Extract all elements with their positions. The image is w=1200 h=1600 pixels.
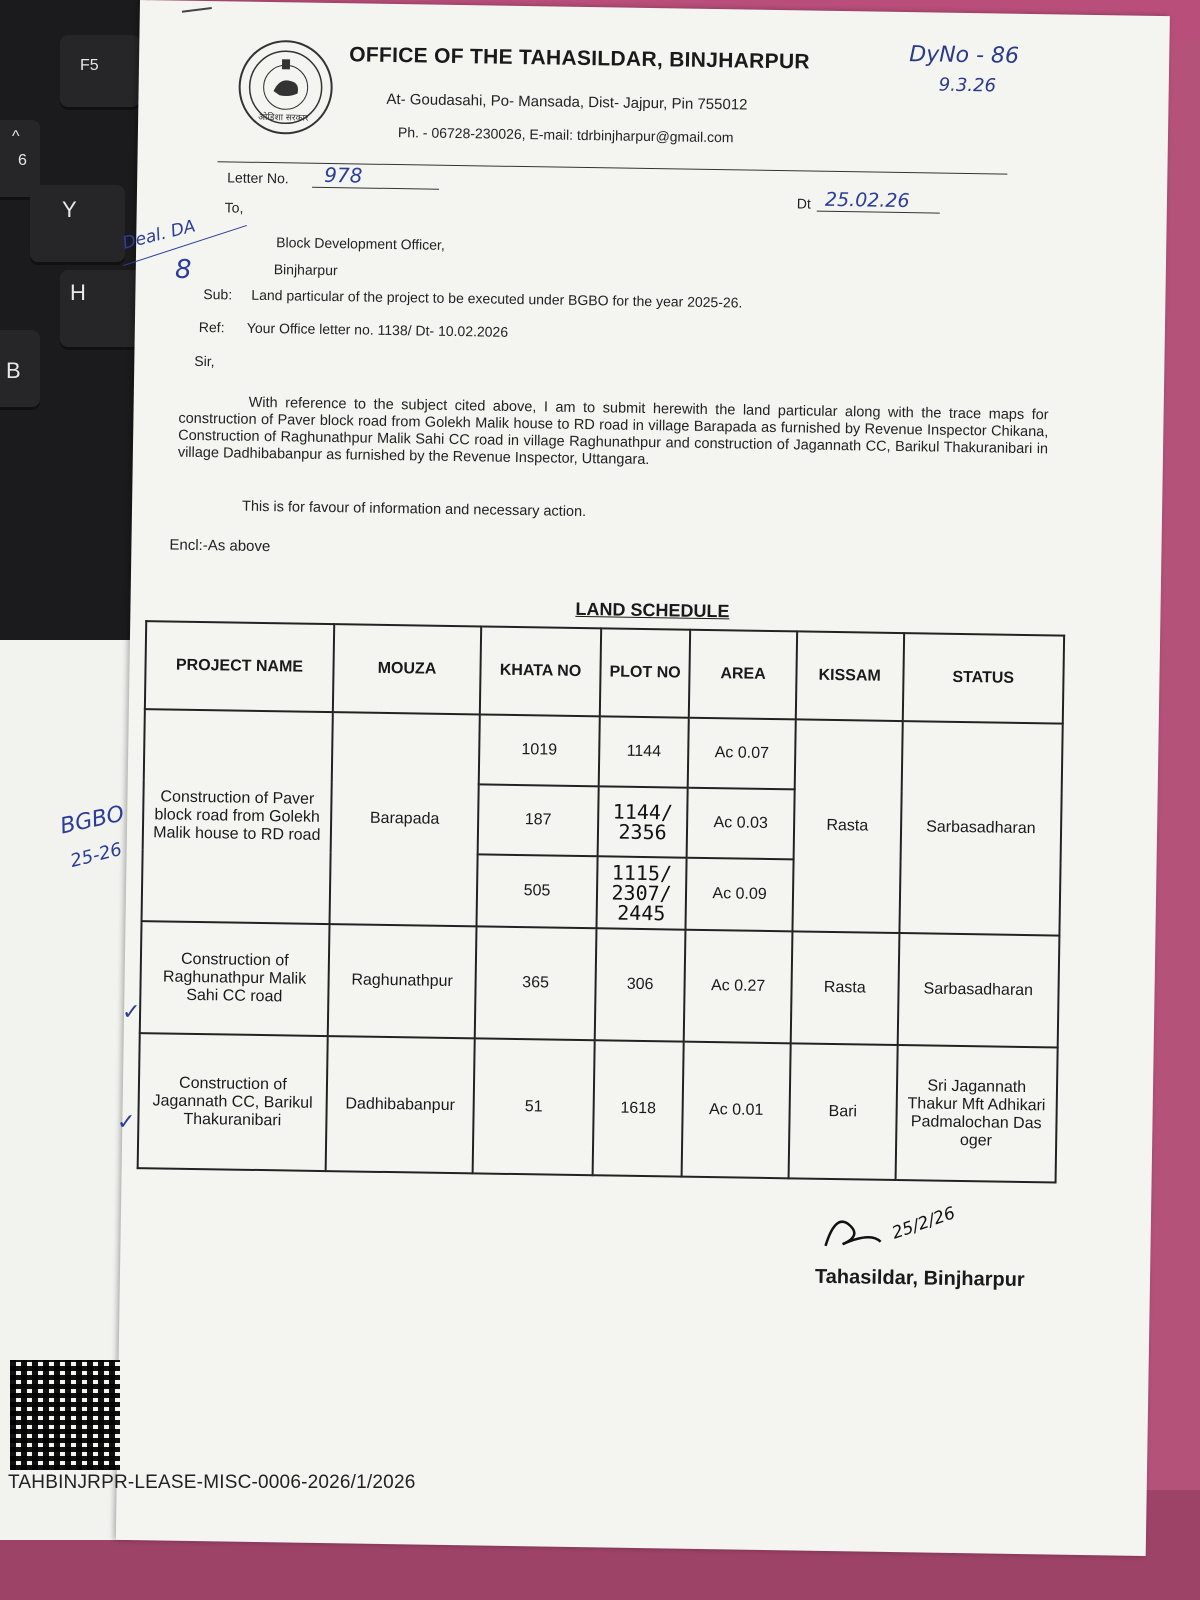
to-label: To, <box>224 199 244 216</box>
handwritten-deal-note: Deal. DA <box>120 216 198 254</box>
header-plot-no: PLOT NO <box>600 628 691 717</box>
cell-plot: 1144/ 2356 <box>598 786 688 857</box>
cell-khata: 187 <box>478 784 599 856</box>
signature <box>820 1203 958 1263</box>
cell-khata: 505 <box>477 854 598 928</box>
header-status: STATUS <box>902 633 1064 724</box>
key-y <box>30 185 125 265</box>
closing-paragraph: This is for favour of information and necessary action. <box>241 498 587 521</box>
cell-area: Ac 0.07 <box>688 718 796 790</box>
letter-no-label: Letter No. <box>227 169 289 187</box>
land-schedule-table <box>137 620 1066 1183</box>
letter-no-value: 978 <box>312 163 439 190</box>
schedule-title: LAND SCHEDULE <box>575 598 730 622</box>
key-label: ^ <box>12 128 20 145</box>
handwritten-dy-no: DyNo - 86 <box>909 42 1020 69</box>
key-b <box>0 330 40 410</box>
cell-area: Ac 0.27 <box>684 930 792 1044</box>
cell-khata: 1019 <box>479 714 600 786</box>
signature-date: 25/2/26 <box>889 1203 958 1244</box>
ref-text: Your Office letter no. 1138/ Dt- 10.02.2026 <box>246 319 509 340</box>
enclosure: Encl:-As above <box>169 536 271 556</box>
table-row <box>144 709 1063 793</box>
body-paragraph: With reference to the subject cited above, I am to submit herewith the land particular along with the trace maps for construction of Paver block road from Golekh Malik house to RD road in village Barapada as furnished by Revenue Inspector Chikana, Construction of Raghunathpur Malik Sahi CC road in village Raghunathpur and construction of Jagannath CC, Barikul Thakuranibari in village Dadhibabanpur as furnished by the Revenue Inspector, Uttangara. <box>177 394 1049 469</box>
letter-document <box>116 0 1170 1556</box>
cell-area: Ac 0.03 <box>687 788 795 860</box>
seal-text: ओड़िशा सरकार <box>258 112 309 124</box>
key-f5 <box>60 35 140 110</box>
cell-plot: 306 <box>595 928 686 1041</box>
cell-project: Construction of Raghunathpur Malik Sahi CC road <box>140 921 330 1036</box>
cell-kissam: Rasta <box>791 931 899 1045</box>
handwritten-dy-date: 9.3.26 <box>938 74 997 97</box>
cell-plot: 1144 <box>599 716 689 787</box>
cell-khata: 51 <box>473 1038 595 1175</box>
ref-label: Ref: <box>198 318 225 336</box>
cell-plot: 1618 <box>593 1040 684 1176</box>
tick-mark-icon: ✓ <box>117 1110 136 1135</box>
cell-mouza: Raghunathpur <box>328 924 477 1038</box>
key-h <box>60 270 145 350</box>
handwritten-deal-number: 8 <box>175 255 192 285</box>
header-kissam: KISSAM <box>796 631 904 721</box>
cell-khata: 365 <box>475 926 597 1040</box>
cell-mouza: Dadhibabanpur <box>325 1036 474 1173</box>
key-label: F5 <box>80 57 99 74</box>
cell-kissam: Bari <box>788 1043 897 1180</box>
cell-project: Construction of Jagannath CC, Barikul Thakuranibari <box>138 1033 328 1171</box>
cell-plot: 1115/ 2307/ 2445 <box>596 856 686 929</box>
header-khata-no: KHATA NO <box>480 626 601 716</box>
office-address: At- Goudasahi, Po- Mansada, Dist- Jajpur, Pin 755012 <box>386 90 748 114</box>
table-row <box>140 921 1060 1047</box>
header-area: AREA <box>689 630 797 720</box>
header-project-name: PROJECT NAME <box>145 621 334 712</box>
government-seal-icon <box>238 40 333 135</box>
cell-mouza: Barapada <box>329 712 480 926</box>
handwritten-bgbo-year: 25-26 <box>68 838 125 873</box>
tick-mark-icon: ✓ <box>122 1000 141 1025</box>
date-label: Dt <box>796 195 812 212</box>
qr-code-icon <box>10 1360 120 1470</box>
handwritten-bgbo: BGBO <box>58 801 127 840</box>
key-label: Y <box>62 197 77 222</box>
header-mouza: MOUZA <box>333 624 482 714</box>
cell-kissam: Rasta <box>792 719 902 933</box>
table-row <box>138 1033 1058 1182</box>
cell-project: Construction of Paver block road from Golekh Malik house to RD road <box>142 709 333 924</box>
recipient-title: Block Development Officer, <box>276 234 445 253</box>
pen-mark <box>182 7 212 13</box>
cell-status: Sri Jagannath Thakur Mft Adhikari Padmalochan Das oger <box>895 1045 1058 1183</box>
signatory-designation: Tahasildar, Binjharpur <box>814 1265 1025 1292</box>
salutation: Sir, <box>194 352 215 370</box>
key-label: B <box>6 358 21 383</box>
key-label: H <box>70 280 86 305</box>
cell-status: Sarbasadharan <box>899 721 1063 935</box>
cell-status: Sarbasadharan <box>897 933 1059 1048</box>
date-value: 25.02.26 <box>817 189 940 214</box>
key-label: 6 <box>18 152 27 169</box>
office-title: OFFICE OF THE TAHASILDAR, BINJHARPUR <box>348 43 811 74</box>
subject-text: Land particular of the project to be executed under BGBO for the year 2025-26. <box>251 286 743 311</box>
cell-area: Ac 0.01 <box>682 1042 791 1179</box>
document-reference-code: TAHBINJRPR-LEASE-MISC-0006-2026/1/2026 <box>8 1472 416 1493</box>
subject-label: Sub: <box>203 286 233 303</box>
recipient-place: Binjharpur <box>273 261 338 279</box>
keyboard <box>0 0 150 650</box>
office-contact: Ph. - 06728-230026, E-mail: tdrbinjharpur@gmail.com <box>397 124 734 146</box>
table-header-row <box>145 621 1064 723</box>
cell-area: Ac 0.09 <box>686 858 794 932</box>
